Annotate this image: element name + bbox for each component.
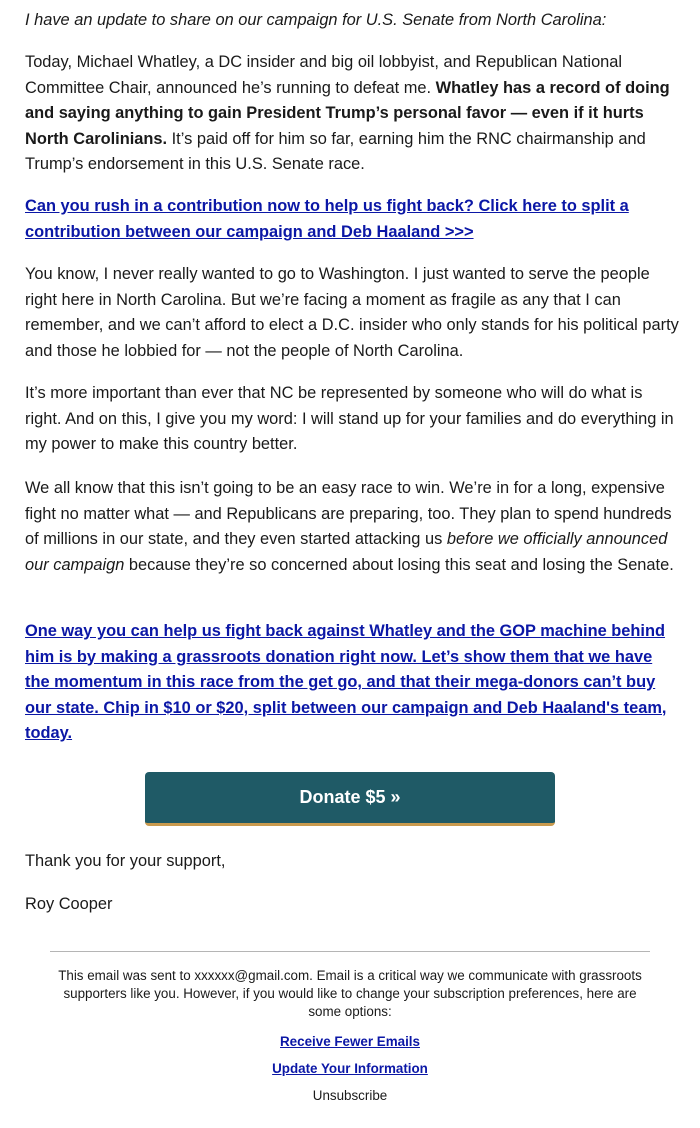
cta-paragraph-2 xyxy=(25,619,680,747)
contribution-link-split[interactable]: Can you rush in a contribution now to help us fight back? Click here to split a contribution between our campaign and Deb Haaland >>> xyxy=(25,197,629,241)
paragraph-text: It’s paid off for him so far, earning him the RNC chairmanship and Trump’s endorsement in this U.S. Senate race. xyxy=(25,129,646,173)
donate-button-wrapper xyxy=(145,772,555,826)
paragraph-washington xyxy=(25,262,680,364)
update-information-link[interactable]: Update Your Information xyxy=(272,1061,428,1076)
paragraph-italic-text: before we officially announced our campaign xyxy=(25,530,668,574)
signature xyxy=(25,892,680,918)
footer-notice: This email was sent to xxxxxx@gmail.com. Email is a critical way we communicate with grassroots supporters like you. However, if you would like to change your subscription preferences, here are some options: xyxy=(58,968,642,1019)
paragraph-text: It’s more important than ever that NC be represented by someone who will do what is right. And on this, I give you my word: I will stand up for your families and do everything in my power to make this country better. xyxy=(25,384,674,453)
closing-line xyxy=(25,849,680,875)
cta-paragraph-1 xyxy=(25,194,680,245)
paragraph-text: You know, I never really wanted to go to Washington. I just wanted to serve the people right here in North Carolina. But we’re facing a moment as fragile as any that I can remember, and we can’t afford to elect a D.C. insider who only stands for his political party and those he lobbied for — not the people of North Carolina. xyxy=(25,265,679,360)
receive-fewer-emails-link[interactable]: Receive Fewer Emails xyxy=(280,1034,420,1049)
grassroots-donation-link[interactable]: One way you can help us fight back against Whatley and the GOP machine behind him is by making a grassroots donation right now. Let’s show them that we have the momentum in this race from the get go, and that their mega-donors can’t buy our state. Chip in $10 or $20, split between our campaign and Deb Haaland's team, today. xyxy=(25,622,667,742)
paragraph-text: Today, Michael Whatley, a DC insider and big oil lobbyist, and Republican National Committee Chair, announced he’s running to defeat me. xyxy=(25,53,623,97)
paragraph-whatley xyxy=(25,50,680,178)
unsubscribe-link[interactable]: Unsubscribe xyxy=(312,1088,388,1103)
closing-text: Thank you for your support, xyxy=(25,852,226,870)
paragraph-bold-text: Whatley has a record of doing and saying anything to gain President Trump’s personal favor — even if it hurts North Carolinians. xyxy=(25,78,670,148)
paragraph-text: because they’re so concerned about losing this seat and losing the Senate. xyxy=(124,555,674,574)
signature-text: Roy Cooper xyxy=(25,895,113,913)
paragraph-word xyxy=(25,381,680,458)
intro-text: I have an update to share on our campaign for U.S. Senate from North Carolina: xyxy=(25,11,607,29)
donate-button[interactable]: Donate $5 » xyxy=(145,772,555,826)
paragraph-text: We all know that this isn’t going to be an easy race to win. We’re in for a long, expensive fight no matter what — and Republicans are preparing, too. They plan to spend hundreds of millions in our state, and they even started attacking us xyxy=(25,479,672,548)
email-footer xyxy=(50,967,650,1105)
footer-divider xyxy=(50,951,650,952)
intro-line xyxy=(25,8,680,34)
paragraph-easy-race xyxy=(25,476,680,578)
